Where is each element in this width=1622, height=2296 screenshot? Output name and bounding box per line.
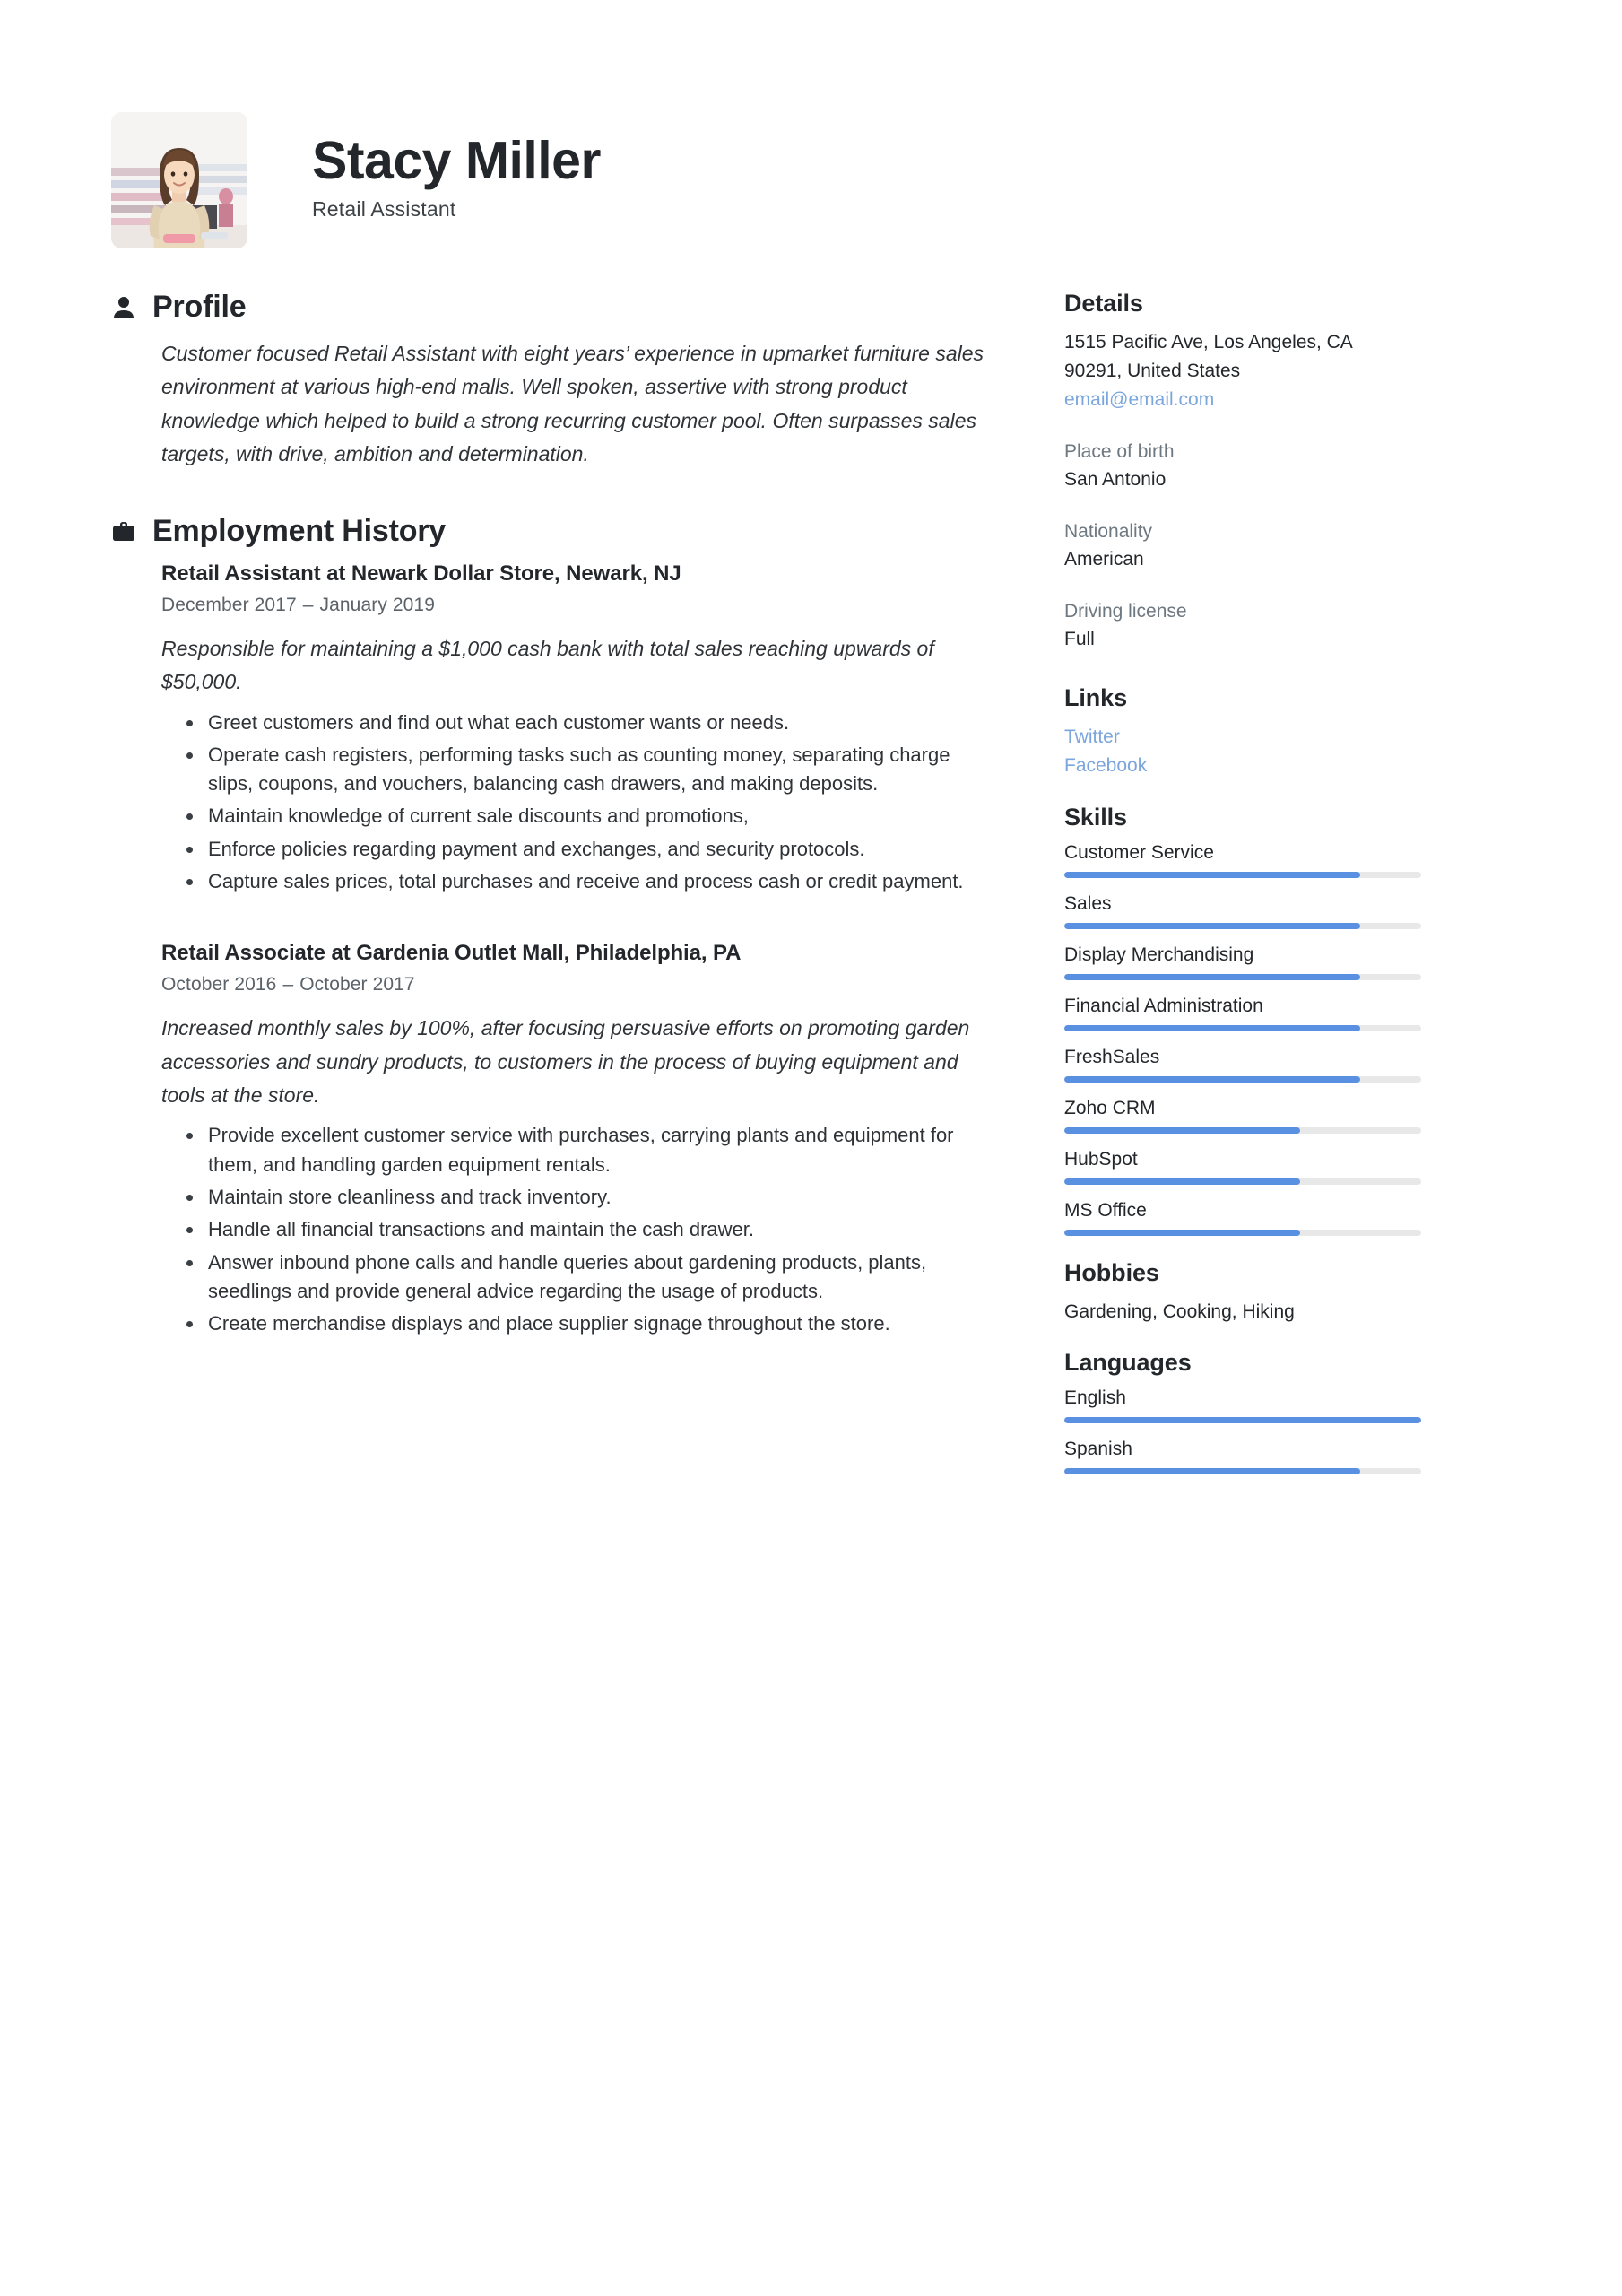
employment-section-title: Employment History (152, 514, 447, 548)
skill-bar-fill (1064, 1025, 1360, 1031)
hobbies-section (1064, 1259, 1421, 1326)
skill-item (1064, 1098, 1421, 1134)
job-heading: Retail Associate at Gardenia Outlet Mall, Philadelphia, PA (161, 941, 742, 966)
job-bullet: Operate cash registers, performing tasks such as counting money, separating charge slips, coupons, and vouchers, balancing cash drawers, and making deposits. (161, 741, 999, 799)
link-twitter[interactable]: Twitter (1064, 726, 1120, 747)
detail-value: San Antonio (1064, 469, 1167, 491)
skill-bar-fill (1064, 1230, 1300, 1236)
job-bullet: Capture sales prices, total purchases and receive and process cash or credit payment. (161, 867, 999, 896)
skill-bar-fill (1064, 1076, 1360, 1083)
detail-label: Driving license (1064, 600, 1187, 622)
language-name: Spanish (1064, 1439, 1132, 1460)
job-dates (161, 595, 999, 616)
skill-bar-track (1064, 1178, 1421, 1185)
profile-photo (111, 112, 247, 248)
skill-item (1064, 1200, 1421, 1236)
skills-section (1064, 804, 1421, 1236)
job-end-date: January 2019 (319, 595, 435, 615)
skill-bar-fill (1064, 923, 1360, 929)
skill-name: Customer Service (1064, 841, 1214, 863)
skill-name: Display Merchandising (1064, 944, 1254, 965)
employment-list (161, 561, 999, 1339)
skill-bar-fill (1064, 1178, 1300, 1185)
job-bullet: Answer inbound phone calls and handle queries about gardening products, plants, seedlings and provide general advice regarding the usage of products. (161, 1248, 999, 1307)
languages-title: Languages (1064, 1349, 1192, 1377)
links-section (1064, 684, 1421, 780)
skill-item (1064, 842, 1421, 878)
languages-section (1064, 1349, 1421, 1474)
skill-name: HubSpot (1064, 1148, 1138, 1170)
detail-value: American (1064, 549, 1144, 570)
job-bullet: Maintain store cleanliness and track inventory. (161, 1183, 999, 1212)
details-title: Details (1064, 290, 1143, 317)
resume-body (0, 290, 1622, 1505)
language-name: English (1064, 1387, 1126, 1409)
date-separator: – (302, 595, 314, 615)
job-bullet: Create merchandise displays and place supplier signage throughout the store. (161, 1309, 999, 1338)
detail-field (1064, 438, 1421, 494)
profile-section-title: Profile (152, 290, 247, 324)
briefcase-icon (111, 518, 136, 545)
skill-item (1064, 996, 1421, 1031)
detail-field (1064, 517, 1421, 574)
email-link[interactable]: email@email.com (1064, 388, 1215, 410)
job-bullet: Handle all financial transactions and maintain the cash drawer. (161, 1215, 999, 1244)
skills-title: Skills (1064, 803, 1127, 831)
candidate-job-title: Retail Assistant (312, 197, 456, 222)
skill-bar-track (1064, 1076, 1421, 1083)
skill-name: Zoho CRM (1064, 1097, 1156, 1118)
job-bullet-list (161, 709, 999, 897)
job-end-date: October 2017 (299, 974, 415, 996)
resume-header (0, 0, 1622, 248)
skill-item (1064, 893, 1421, 929)
job-dates (161, 974, 999, 996)
skill-bar-fill (1064, 1127, 1300, 1134)
job-summary: Increased monthly sales by 100%, after focusing persuasive efforts on promoting garden accessories and sundry products, to customers in the process of buying equipment and tools at the store. (161, 1016, 970, 1107)
language-bar-track (1064, 1417, 1421, 1423)
job-heading: Retail Assistant at Newark Dollar Store, Newark, NJ (161, 561, 681, 586)
employment-section-header (111, 514, 999, 549)
skill-bar-track (1064, 923, 1421, 929)
skill-bar-track (1064, 974, 1421, 980)
employment-section (111, 514, 999, 1339)
job-bullet: Provide excellent customer service with purchases, carrying plants and equipment for them, and handling garden equipment rentals. (161, 1121, 999, 1179)
job-bullet-list (161, 1121, 999, 1338)
detail-value: Full (1064, 629, 1095, 650)
job-summary: Responsible for maintaining a $1,000 cash bank with total sales reaching upwards of $50,000. (161, 637, 934, 694)
detail-label: Nationality (1064, 520, 1153, 542)
skill-bar-fill (1064, 872, 1360, 878)
skill-item (1064, 944, 1421, 980)
links-title: Links (1064, 683, 1128, 711)
details-section (1064, 290, 1421, 654)
address-line-1: 1515 Pacific Ave, Los Angeles, CA (1064, 332, 1353, 352)
person-icon (111, 294, 136, 321)
skill-bar-fill (1064, 974, 1360, 980)
language-item (1064, 1439, 1421, 1474)
address-line-2: 90291, United States (1064, 360, 1241, 381)
skill-name: Financial Administration (1064, 995, 1263, 1016)
skill-item (1064, 1047, 1421, 1083)
profile-section (111, 290, 999, 471)
job-bullet: Enforce policies regarding payment and exchanges, and security protocols. (161, 835, 999, 864)
language-bar-fill (1064, 1468, 1360, 1474)
skill-bar-track (1064, 1230, 1421, 1236)
language-bar-track (1064, 1468, 1421, 1474)
job-bullet: Maintain knowledge of current sale discounts and promotions, (161, 802, 999, 831)
job-bullet: Greet customers and find out what each customer wants or needs. (161, 709, 999, 737)
detail-label: Place of birth (1064, 440, 1175, 462)
name-block (312, 130, 601, 228)
skill-bar-track (1064, 1127, 1421, 1134)
date-separator: – (282, 974, 294, 996)
candidate-name: Stacy Miller (312, 130, 601, 190)
skill-bar-track (1064, 872, 1421, 878)
skill-name: MS Office (1064, 1199, 1147, 1221)
sidebar-column (1035, 290, 1421, 1505)
job-start-date: October 2016 (161, 974, 277, 996)
language-item (1064, 1387, 1421, 1423)
skill-bar-track (1064, 1025, 1421, 1031)
link-facebook[interactable]: Facebook (1064, 754, 1148, 776)
skill-name: Sales (1064, 892, 1112, 914)
hobbies-title: Hobbies (1064, 1258, 1159, 1286)
profile-text: Customer focused Retail Assistant with eight years’ experience in upmarket furniture sales environment at various high-end malls. Well spoken, assertive with strong product knowledge which helped to build a strong recurring customer pool. Often surpasses sales targets, with drive, ambition and determination. (161, 342, 984, 465)
main-column (111, 290, 1035, 1343)
job-entry (161, 561, 999, 896)
hobbies-text: Gardening, Cooking, Hiking (1064, 1300, 1295, 1322)
profile-section-header (111, 290, 999, 325)
job-entry (161, 941, 999, 1338)
language-bar-fill (1064, 1417, 1421, 1423)
skill-name: FreshSales (1064, 1046, 1160, 1067)
job-start-date: December 2017 (161, 595, 297, 615)
detail-field (1064, 597, 1421, 654)
skill-item (1064, 1149, 1421, 1185)
